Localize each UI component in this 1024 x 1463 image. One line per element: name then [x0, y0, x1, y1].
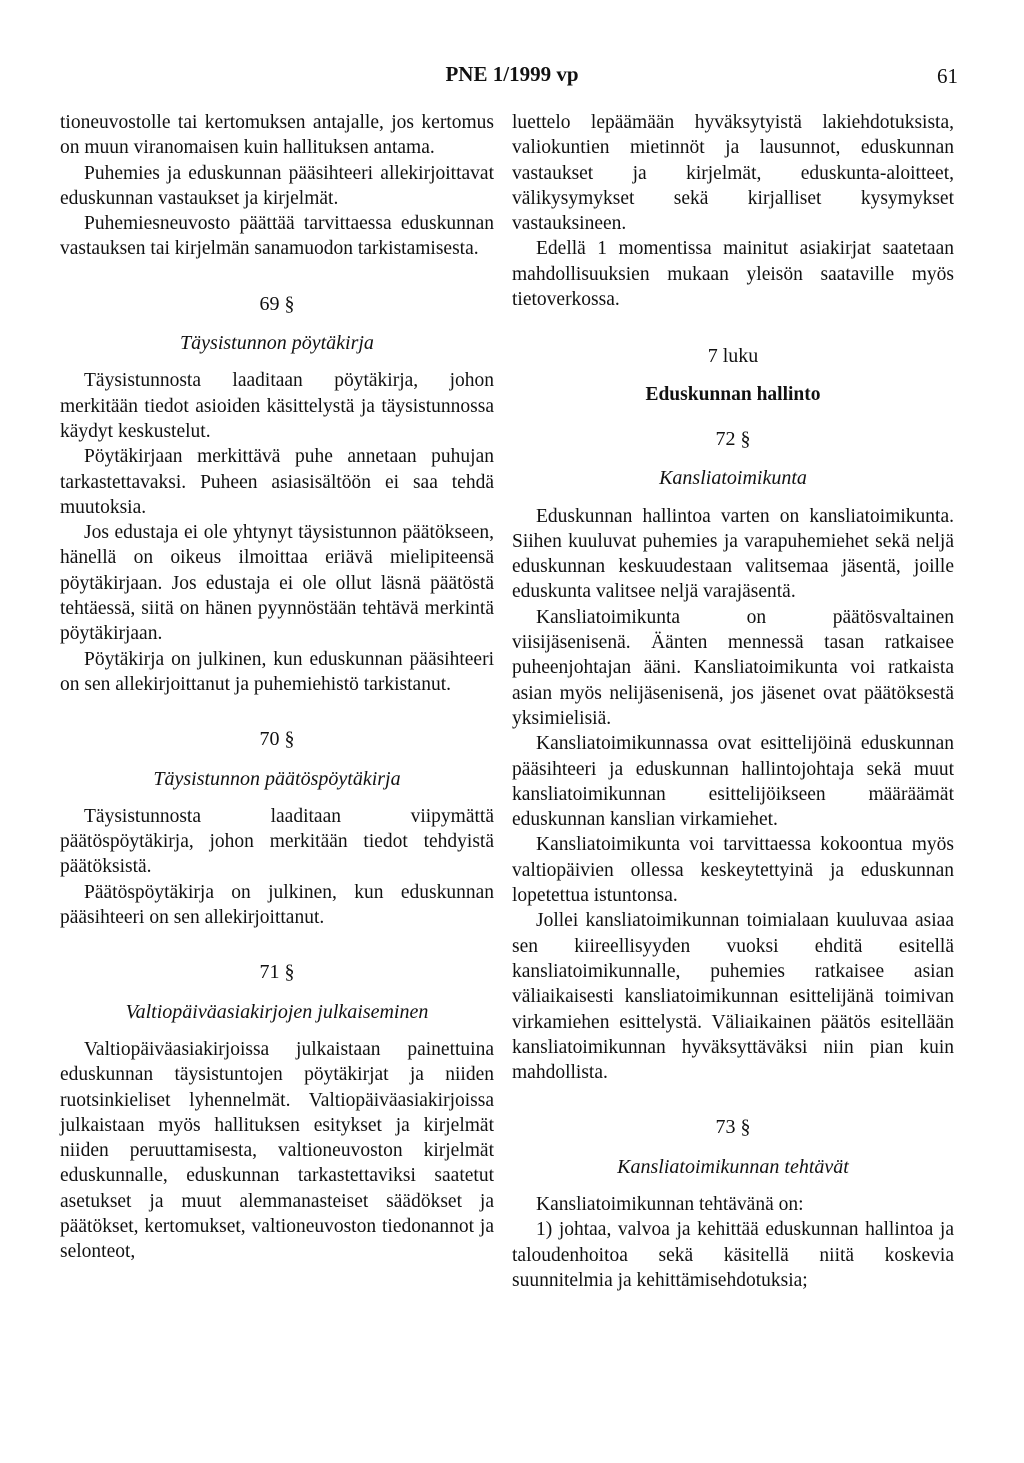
paragraph: Jos edustaja ei ole yhtynyt täysistunnon päätökseen, hänellä on oikeus ilmoittaa eriävä mielipiteensä pöytäkirjaan. Jos edustaja ei ole ollut läsnä päätöstä tehtäessä, siitä on hänen pyynnöstään tehtävä merkintä pöytäkirjaan. [60, 522, 494, 645]
section-title: Täysistunnon pöytäkirja [180, 332, 374, 355]
document-title: PNE 1/1999 vp [445, 62, 579, 86]
paragraph: Kansliatoimikunnassa ovat esittelijöinä eduskunnan pääsihteeri ja eduskunnan hallintojohtaja sekä muut kansliatoimikunnan esittelijöikseen määräämät eduskunnan kanslian virkamiehet. [512, 733, 954, 831]
paragraph: tioneuvostolle tai kertomuksen antajalle, jos kertomus on muun viranomaisen kuin hallituksen antama. [60, 112, 494, 159]
paragraph: Jollei kansliatoimikunnan toimialaan kuuluvaa asiaa sen kiireellisyyden vuoksi ehditä esitellä kansliatoimikunnalle, puhemies ratkaisee asian väliaikaisesti kansliatoimikunnan esittelijänä toimivan virkamiehen esittelystä. Väliaikainen päätös esitellään kansliatoimikunnan hyväksyttäväksi niin pian kuin mahdollista. [512, 910, 954, 1084]
paragraph: Täysistunnosta laaditaan pöytäkirja, johon merkitään tiedot asioiden käsittelystä ja täysistunnossa käydyt keskustelut. [60, 370, 494, 442]
paragraph: Pöytäkirjaan merkittävä puhe annetaan puhujan tarkastettavaksi. Puheen asiasisältöön ei saa tehdä muutoksia. [60, 446, 494, 518]
section-number: 71 § [259, 961, 295, 984]
section-title: Valtiopäiväasiakirjojen julkaiseminen [125, 1000, 429, 1023]
paragraph: Kansliatoimikunta voi tarvittaessa kokoontua myös valtiopäivien ollessa keskeytettyinä ja eduskunnan lopetettua istuntonsa. [512, 834, 954, 907]
paragraph: 1) johtaa, valvoa ja kehittää eduskunnan hallintoa ja taloudenhoitoa sekä käsitellä niitä koskevia suunnitelmia ja kehittämisehdotuksia; [512, 1219, 954, 1291]
section-number: 72 § [715, 427, 751, 450]
paragraph: luettelo lepäämään hyväksytyistä lakiehdotuksista, valiokuntien mietinnöt ja lausunnot, eduskunnan vastaukset ja kirjelmät, eduskunta-aloitteet, välikysymykset sekä kirjalliset kysymykset vastauksineen. [512, 112, 954, 235]
paragraph: Kansliatoimikunta on päätösvaltainen viisijäsenisenä. Äänten mennessä tasan ratkaisee puheenjohtajan ääni. Kansliatoimikunta voi ratkaista asian myös nelijäsenisenä, jos jäsenet ovat päätöksestä yksimielisiä. [512, 606, 954, 729]
paragraph: Päätöspöytäkirja on julkinen, kun eduskunnan pääsihteeri on sen allekirjoittanut. [60, 881, 494, 929]
right-column [512, 110, 954, 1293]
paragraph: Edellä 1 momentissa mainitut asiakirjat saatetaan mahdollisuuksien mukaan yleisön saataville myös tietoverkossa. [512, 238, 954, 311]
paragraph: Eduskunnan hallintoa varten on kansliatoimikunta. Siihen kuuluvat puhemies ja varapuhemiehet sekä neljä eduskunnan keskuudestaan valitsemaa jäsentä, joille eduskunta valitsee neljä varajäsentä. [512, 505, 954, 603]
section-title: Täysistunnon päätöspöytäkirja [153, 767, 401, 790]
section-number: 69 § [259, 292, 295, 315]
section-number: 73 § [715, 1116, 751, 1139]
section-title: Kansliatoimikunnan tehtävät [617, 1155, 849, 1178]
paragraph: Täysistunnosta laaditaan viipymättä päätöspöytäkirja, johon merkitään tiedot tehdyistä päätöksistä. [60, 805, 494, 878]
page-header [0, 62, 1024, 94]
page-number: 61 [937, 64, 958, 88]
paragraph: Pöytäkirja on julkinen, kun eduskunnan pääsihteeri on sen allekirjoittanut ja puhemiehistö tarkistanut. [60, 648, 494, 695]
chapter-number: 7 luku [707, 345, 759, 368]
chapter-title: Eduskunnan hallinto [645, 383, 821, 405]
section-number: 70 § [259, 728, 295, 751]
paragraph: Kansliatoimikunnan tehtävänä on: [536, 1193, 804, 1215]
left-column [60, 110, 494, 1265]
section-title: Kansliatoimikunta [659, 467, 807, 490]
paragraph: Valtiopäiväasiakirjoissa julkaistaan painettuina eduskunnan täysistuntojen pöytäkirjat ja niiden ruotsinkieliset lyhennelmät. Valtiopäiväasiakirjoissa julkaistaan myös hallituksen esitykset ja kirjelmät niiden peruuttamisesta, valtioneuvoston kirjelmät eduskunnalle, eduskunnan tarkastettaviksi saatetut asetukset ja muut alemmanasteiset säädökset ja päätökset, kertomukset, valtioneuvoston tiedonannot ja selonteot, [60, 1038, 494, 1263]
paragraph: Puhemiesneuvosto päättää tarvittaessa eduskunnan vastauksen tai kirjelmän sanamuodon tarkistamisesta. [60, 213, 494, 260]
paragraph: Puhemies ja eduskunnan pääsihteeri allekirjoittavat eduskunnan vastaukset ja kirjelmät. [60, 162, 494, 209]
